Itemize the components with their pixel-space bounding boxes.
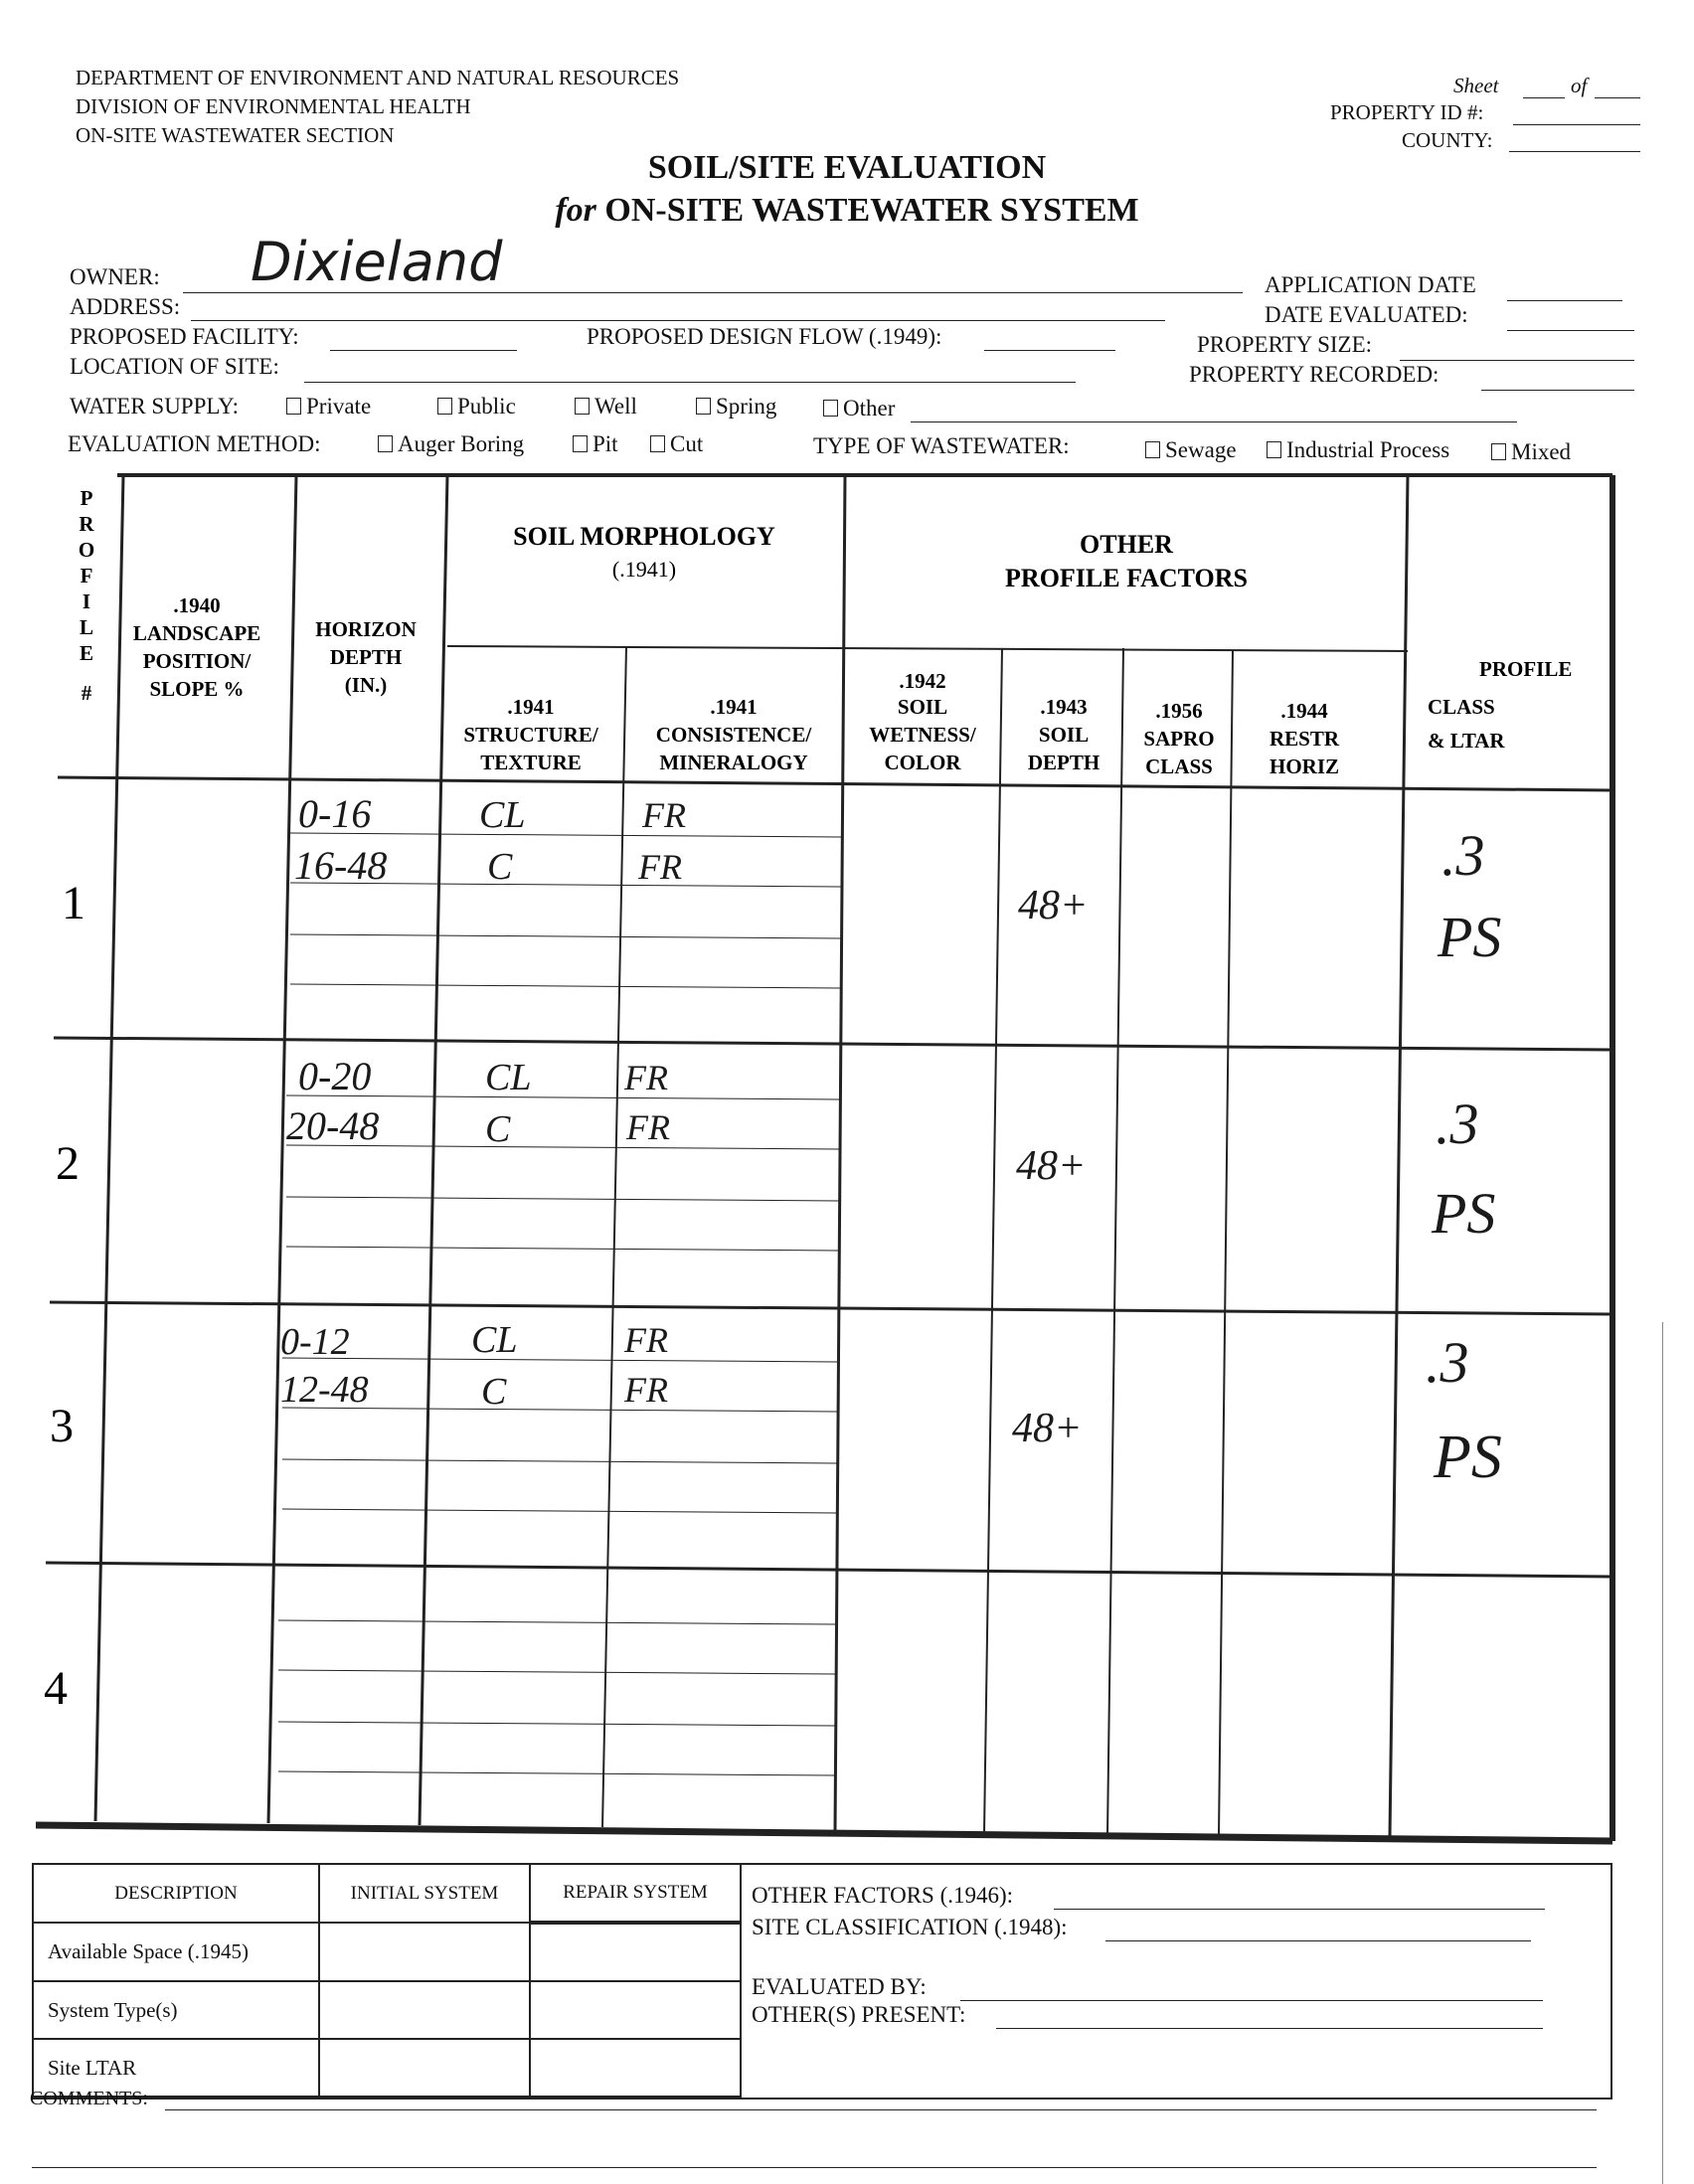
water-supply-public-label: Public bbox=[457, 394, 516, 419]
profile-column-header bbox=[79, 486, 95, 705]
profile-class-code: PS bbox=[1434, 1424, 1502, 1491]
property-recorded-label: PROPERTY RECORDED: bbox=[1189, 362, 1440, 387]
soil-morphology-title: SOIL MORPHOLOGY bbox=[513, 522, 775, 551]
consistence-header-line: MINERALOGY bbox=[659, 751, 808, 774]
evaluated-by-label: EVALUATED BY: bbox=[752, 1974, 927, 1999]
horizon-header-line: (IN.) bbox=[344, 673, 388, 697]
division-name: DIVISION OF ENVIRONMENTAL HEALTH bbox=[76, 94, 471, 118]
row-site-ltar: Site LTAR bbox=[33, 2039, 319, 2097]
horizon-depth: 12-48 bbox=[280, 1369, 369, 1411]
water-supply-well-label: Well bbox=[594, 394, 637, 419]
horizon-consistence: FR bbox=[624, 1370, 668, 1410]
sheet-of-label: of bbox=[1571, 74, 1588, 97]
profile-number: 3 bbox=[50, 1400, 74, 1452]
horizon-consistence: FR bbox=[624, 1058, 668, 1097]
horizon-consistence: FR bbox=[642, 795, 686, 835]
sapro-header-line: CLASS bbox=[1145, 755, 1213, 778]
horizon-consistence: FR bbox=[626, 1107, 670, 1147]
owner-label: OWNER: bbox=[70, 264, 160, 289]
water-supply-label: WATER SUPPLY: bbox=[70, 394, 240, 419]
soil-depth-header bbox=[1028, 695, 1100, 774]
eval-pit-label: Pit bbox=[593, 431, 618, 456]
county-label: COUNTY: bbox=[1402, 128, 1493, 152]
sapro-header-line: SAPRO bbox=[1143, 727, 1215, 751]
water-supply-other-label: Other bbox=[843, 396, 896, 420]
structure-header-line: TEXTURE bbox=[480, 751, 582, 774]
horizon-texture: CL bbox=[485, 1057, 532, 1098]
horizon-consistence: FR bbox=[624, 1320, 668, 1360]
site-classification-field[interactable] bbox=[1105, 1940, 1531, 1941]
profile-letter: R bbox=[79, 512, 94, 536]
horizon-consistence: FR bbox=[638, 847, 682, 887]
evaluation-method-label: EVALUATION METHOD: bbox=[68, 431, 321, 456]
profile-letter: L bbox=[79, 615, 94, 639]
profile-class-code: PS bbox=[1438, 905, 1502, 969]
handwritten-entries bbox=[280, 791, 1502, 1491]
profile-letter: F bbox=[80, 564, 93, 588]
restr-header-line: RESTR bbox=[1269, 727, 1340, 751]
structure-header bbox=[463, 695, 599, 774]
consistence-header-line: .1941 bbox=[710, 695, 758, 719]
horizon-depth: 16-48 bbox=[294, 843, 388, 888]
page-edge-line bbox=[1662, 1322, 1663, 2184]
repair-available-space-cell[interactable] bbox=[530, 1923, 741, 1981]
system-table bbox=[32, 1863, 742, 2098]
landscape-header-line: SLOPE % bbox=[149, 677, 245, 701]
restr-header-line: HORIZ bbox=[1269, 755, 1340, 778]
wetness-header-line: .1942 bbox=[899, 669, 946, 693]
horizon-texture: CL bbox=[479, 794, 526, 836]
owner-value: Dixieland bbox=[251, 231, 503, 293]
ww-industrial-label: Industrial Process bbox=[1286, 437, 1450, 462]
sapro-header-line: .1956 bbox=[1155, 699, 1203, 723]
horizon-depth: 0-20 bbox=[298, 1054, 372, 1098]
horizon-header-line: DEPTH bbox=[329, 645, 403, 669]
location-label: LOCATION OF SITE: bbox=[70, 354, 279, 379]
structure-header-line: .1941 bbox=[507, 695, 555, 719]
restr-header bbox=[1270, 699, 1340, 778]
initial-site-ltar-cell[interactable] bbox=[319, 2039, 530, 2097]
dept-name: DEPARTMENT OF ENVIRONMENT AND NATURAL RESOURCES bbox=[76, 66, 680, 89]
date-evaluated-label: DATE EVALUATED: bbox=[1265, 302, 1468, 327]
horizon-header-line: HORIZON bbox=[315, 617, 417, 641]
table-bottom-border bbox=[36, 1825, 1612, 1841]
other-factors-subtitle: PROFILE FACTORS bbox=[1005, 564, 1248, 592]
form-subtitle-main: ON-SITE WASTEWATER SYSTEM bbox=[604, 192, 1139, 229]
restr-header-line: .1944 bbox=[1280, 699, 1328, 723]
profile-letter: P bbox=[80, 486, 93, 510]
profile-number: 4 bbox=[44, 1662, 68, 1715]
profile-letter: I bbox=[82, 589, 91, 613]
soil-morphology-header bbox=[513, 522, 775, 582]
profile-class-header-line: CLASS bbox=[1428, 695, 1495, 719]
comments-label: COMMENTS: bbox=[30, 2088, 148, 2109]
landscape-header-line: LANDSCAPE bbox=[132, 621, 261, 645]
address-label: ADDRESS: bbox=[70, 294, 181, 319]
ww-sewage-label: Sewage bbox=[1165, 437, 1237, 462]
soil-depth-value: 48+ bbox=[1018, 883, 1089, 928]
landscape-header-line: .1940 bbox=[173, 593, 221, 617]
profile-letter: # bbox=[81, 681, 92, 705]
other-factors-label: OTHER FACTORS (.1946): bbox=[752, 1883, 1014, 1908]
table-row bbox=[33, 1923, 741, 1981]
col-initial-system: INITIAL SYSTEM bbox=[319, 1864, 530, 1923]
horizon-depth: 0-12 bbox=[280, 1321, 350, 1363]
repair-system-type-cell[interactable] bbox=[530, 1981, 741, 2039]
form-subtitle-prefix: for bbox=[555, 192, 596, 229]
eval-cut-label: Cut bbox=[670, 431, 704, 456]
landscape-header-line: POSITION/ bbox=[142, 649, 252, 673]
col-description: DESCRIPTION bbox=[33, 1864, 319, 1923]
horizon-texture: C bbox=[485, 1108, 511, 1150]
other-factors-title: OTHER bbox=[1080, 530, 1173, 559]
comments-field-line-2[interactable] bbox=[32, 2167, 1597, 2168]
profile-letter: O bbox=[78, 538, 95, 562]
col-repair-system: REPAIR SYSTEM bbox=[530, 1864, 741, 1923]
wastewater-type-label: TYPE OF WASTEWATER: bbox=[813, 433, 1070, 458]
water-supply-spring-label: Spring bbox=[716, 394, 777, 419]
other-factors-field[interactable] bbox=[1054, 1909, 1545, 1910]
soil-depth-value: 48+ bbox=[1016, 1143, 1087, 1189]
table-grid bbox=[36, 475, 1612, 1841]
horizon-depth: 20-48 bbox=[286, 1103, 380, 1148]
horizon-texture: CL bbox=[471, 1319, 518, 1361]
horizon-depth: 0-16 bbox=[298, 791, 372, 836]
profile-letter: E bbox=[79, 641, 94, 665]
form-title: SOIL/SITE EVALUATION bbox=[647, 149, 1047, 186]
property-size-label: PROPERTY SIZE: bbox=[1197, 332, 1373, 357]
row-system-type: System Type(s) bbox=[33, 1981, 319, 2039]
repair-site-ltar-cell[interactable] bbox=[530, 2039, 741, 2097]
eval-auger-boring-label: Auger Boring bbox=[398, 431, 525, 456]
others-present-label: OTHER(S) PRESENT: bbox=[752, 2002, 966, 2027]
evaluated-by-field[interactable] bbox=[960, 2000, 1543, 2001]
horizon-texture: C bbox=[487, 846, 513, 888]
profile-class-value: .3 bbox=[1436, 1092, 1479, 1156]
profile-class-header-line: & LTAR bbox=[1428, 729, 1505, 753]
property-id-label: PROPERTY ID #: bbox=[1330, 100, 1484, 124]
initial-system-type-cell[interactable] bbox=[319, 1981, 530, 2039]
other-factors-header bbox=[1005, 530, 1248, 592]
soil-depth-header-line: .1943 bbox=[1040, 695, 1088, 719]
profile-class-header-line: PROFILE bbox=[1479, 657, 1573, 681]
wetness-header-line: WETNESS/ bbox=[869, 723, 976, 747]
sapro-header bbox=[1143, 699, 1214, 778]
soil-depth-header-line: DEPTH bbox=[1027, 751, 1101, 774]
soil-depth-value: 48+ bbox=[1012, 1406, 1083, 1451]
wetness-header bbox=[869, 669, 977, 774]
horizon-texture: C bbox=[481, 1371, 507, 1413]
profile-class-value: .3 bbox=[1441, 823, 1485, 888]
design-flow-label: PROPOSED DESIGN FLOW (.1949): bbox=[587, 324, 942, 349]
soil-depth-header-line: SOIL bbox=[1038, 723, 1090, 747]
structure-header-line: STRUCTURE/ bbox=[463, 723, 598, 747]
site-classification-label: SITE CLASSIFICATION (.1948): bbox=[752, 1915, 1068, 1939]
profile-number: 2 bbox=[56, 1137, 80, 1190]
sheet-label: Sheet bbox=[1453, 74, 1499, 97]
consistence-header-line: CONSISTENCE/ bbox=[655, 723, 812, 747]
row-available-space: Available Space (.1945) bbox=[33, 1923, 319, 1981]
proposed-facility-label: PROPOSED FACILITY: bbox=[70, 324, 299, 349]
soil-morphology-ref: (.1941) bbox=[611, 557, 677, 582]
section-name: ON-SITE WASTEWATER SECTION bbox=[76, 123, 395, 147]
wetness-header-line: SOIL bbox=[897, 695, 948, 719]
table-row bbox=[33, 1981, 741, 2039]
water-supply-private-label: Private bbox=[306, 394, 372, 419]
profile-class-header bbox=[1428, 657, 1572, 753]
comments-field[interactable] bbox=[165, 2109, 1597, 2110]
landscape-header bbox=[133, 593, 260, 701]
consistence-header bbox=[656, 695, 813, 774]
profile-class-value: .3 bbox=[1426, 1330, 1469, 1395]
application-date-label: APPLICATION DATE bbox=[1265, 272, 1476, 297]
wetness-header-line: COLOR bbox=[884, 751, 961, 774]
initial-available-space-cell[interactable] bbox=[319, 1923, 530, 1981]
ww-mixed-label: Mixed bbox=[1511, 439, 1572, 464]
horizon-header bbox=[315, 617, 417, 697]
profile-class-code: PS bbox=[1432, 1181, 1496, 1246]
others-present-field[interactable] bbox=[996, 2028, 1543, 2029]
profile-number: 1 bbox=[62, 877, 85, 929]
